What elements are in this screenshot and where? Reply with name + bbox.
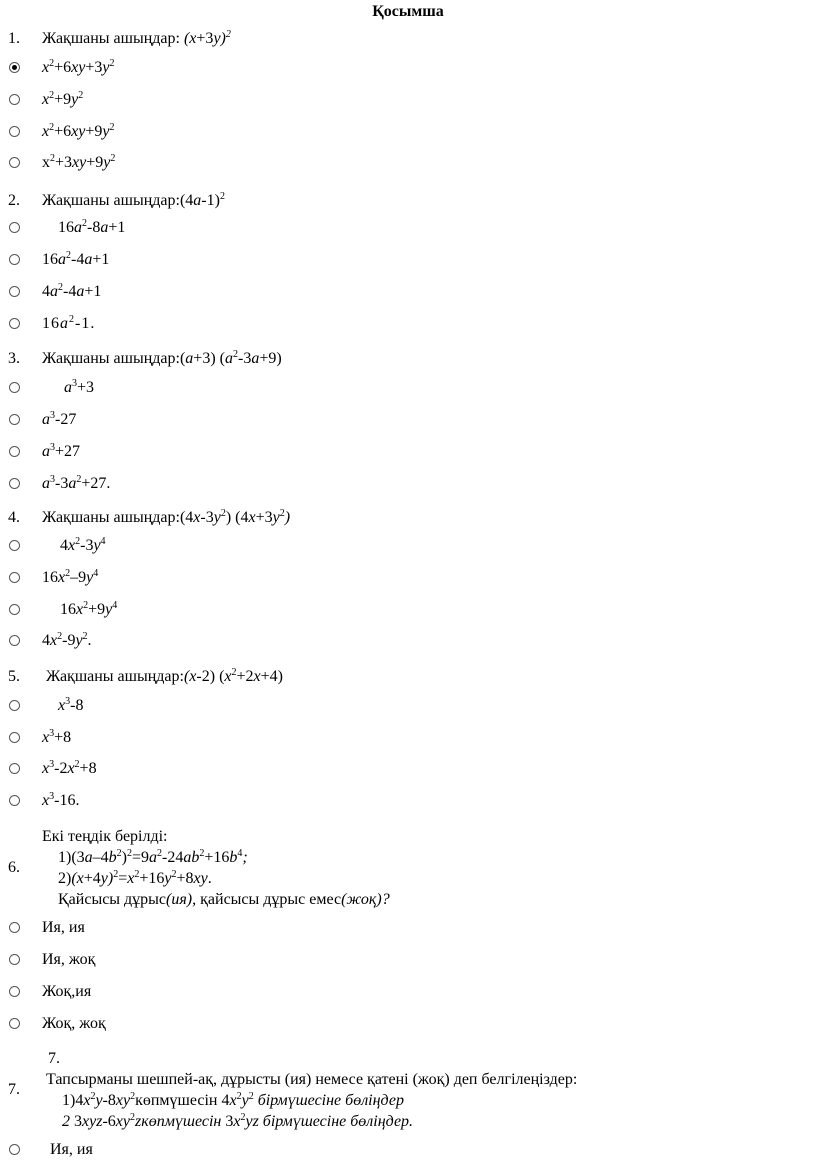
option-text: $x^3-8$	[58, 696, 84, 714]
option-text: $x^3-2x^2+8$	[42, 759, 97, 777]
question-number: 2.	[8, 192, 20, 209]
radio-button[interactable]	[9, 635, 20, 646]
question-7-text: 7. Тапсырманы шешпей-ақ, дұрысты (ия) немесе қатені (жоқ) деп белгілеңіздер: $1)4x^2y-8xy^2көпмүшесін$ $4x^2y^2$ бірмүшесіне бөліңдер 2 $3xyz-6xy^2zкөпмүшесін$ $3x^2yz$ бірмүшесіне бөліңдер.	[46, 1050, 578, 1130]
option-text: $4a^2-4a+1$	[42, 282, 102, 300]
option-text: $a^3+27$	[42, 442, 81, 460]
radio-button[interactable]	[9, 126, 20, 137]
radio-button[interactable]	[9, 382, 20, 393]
radio-button[interactable]	[9, 1018, 20, 1029]
question-text: Жақшаны $ашыңдар:(4x-3y^2)$ $(4x+3y^2)$	[42, 508, 291, 526]
question-6-text: Екі теңдік берілді: $1)(3a-4b^2)^2=9a^2-24ab^2+16b^4$; $2)(x+4y)^2=x^2+16y^2+8xy$. Қайсысы дұрыс(ия), қайсысы дұрыс емес(жоқ)?	[42, 828, 390, 908]
question-number: 3.	[8, 350, 20, 367]
option-text: Жоқ, жоқ	[42, 1015, 106, 1032]
option-text: $x^2+6xy+3y^2$	[42, 58, 115, 76]
radio-button[interactable]	[9, 795, 20, 806]
option-text: Жоқ,ия	[42, 983, 92, 1000]
page-title: Қосымша	[372, 3, 444, 20]
question-text: Жақшаны ашыңдар:(a+3) $(a^2-3a+9)$	[42, 349, 282, 367]
question-text: Жақшаны $ашыңдар:(4a-1)^2$	[42, 191, 225, 209]
radio-button[interactable]	[9, 222, 20, 233]
radio-button[interactable]	[9, 94, 20, 105]
option-text: $16a^2-4a+1$	[42, 250, 110, 268]
option-text: $x^3-16$.	[42, 791, 80, 809]
radio-button[interactable]	[9, 986, 20, 997]
option-text: $4x^2-3y^4$	[60, 536, 106, 554]
radio-button[interactable]	[9, 446, 20, 457]
radio-button[interactable]	[9, 540, 20, 551]
radio-button[interactable]	[9, 572, 20, 583]
radio-button[interactable]	[9, 922, 20, 933]
question-text: Жақшаны ашыңдар: $(x+3y)^2$	[42, 29, 231, 47]
question-text: Жақшаны ашыңдар:(x-2) $(x^2+2x+4)$	[46, 667, 283, 685]
option-text: $16a^2-8a+1$	[58, 218, 126, 236]
radio-button[interactable]	[9, 318, 20, 329]
radio-button[interactable]	[9, 157, 20, 168]
radio-button[interactable]	[9, 414, 20, 425]
radio-button[interactable]	[9, 1144, 20, 1155]
option-text: $x^2+9y^2$	[42, 90, 84, 108]
option-text: Ия, ия	[42, 919, 85, 936]
option-text: $x^3+8$	[42, 728, 72, 746]
option-text: $a^3+3$	[64, 378, 95, 396]
question-number: 4.	[8, 509, 20, 526]
radio-button[interactable]	[9, 763, 20, 774]
radio-button[interactable]	[9, 700, 20, 711]
option-text: $a^3-3a^2+27$.	[42, 474, 111, 492]
radio-button[interactable]	[9, 732, 20, 743]
radio-button[interactable]	[9, 954, 20, 965]
option-text: $4x^2-9y^2$.	[42, 631, 92, 649]
option-text: Ия, жоқ	[42, 951, 96, 968]
question-number: 5.	[8, 668, 20, 685]
radio-button[interactable]	[9, 286, 20, 297]
radio-button[interactable]	[9, 604, 20, 615]
radio-button[interactable]	[9, 62, 20, 73]
option-text: $x^2+3xy+9y^2$	[42, 153, 116, 171]
radio-button[interactable]	[9, 254, 20, 265]
option-text: $16x^2-9y^4$	[42, 568, 99, 586]
question-number: 1.	[8, 30, 20, 47]
radio-button[interactable]	[9, 478, 20, 489]
option-text: $a^3-27$	[42, 410, 77, 428]
option-text: $x^2+6xy+9y^2$	[42, 122, 115, 140]
option-text: $16a^2-1$.	[42, 314, 96, 332]
option-text: $16x^2+9y^4$	[60, 600, 118, 618]
option-text: Ия, ия	[50, 1141, 93, 1158]
